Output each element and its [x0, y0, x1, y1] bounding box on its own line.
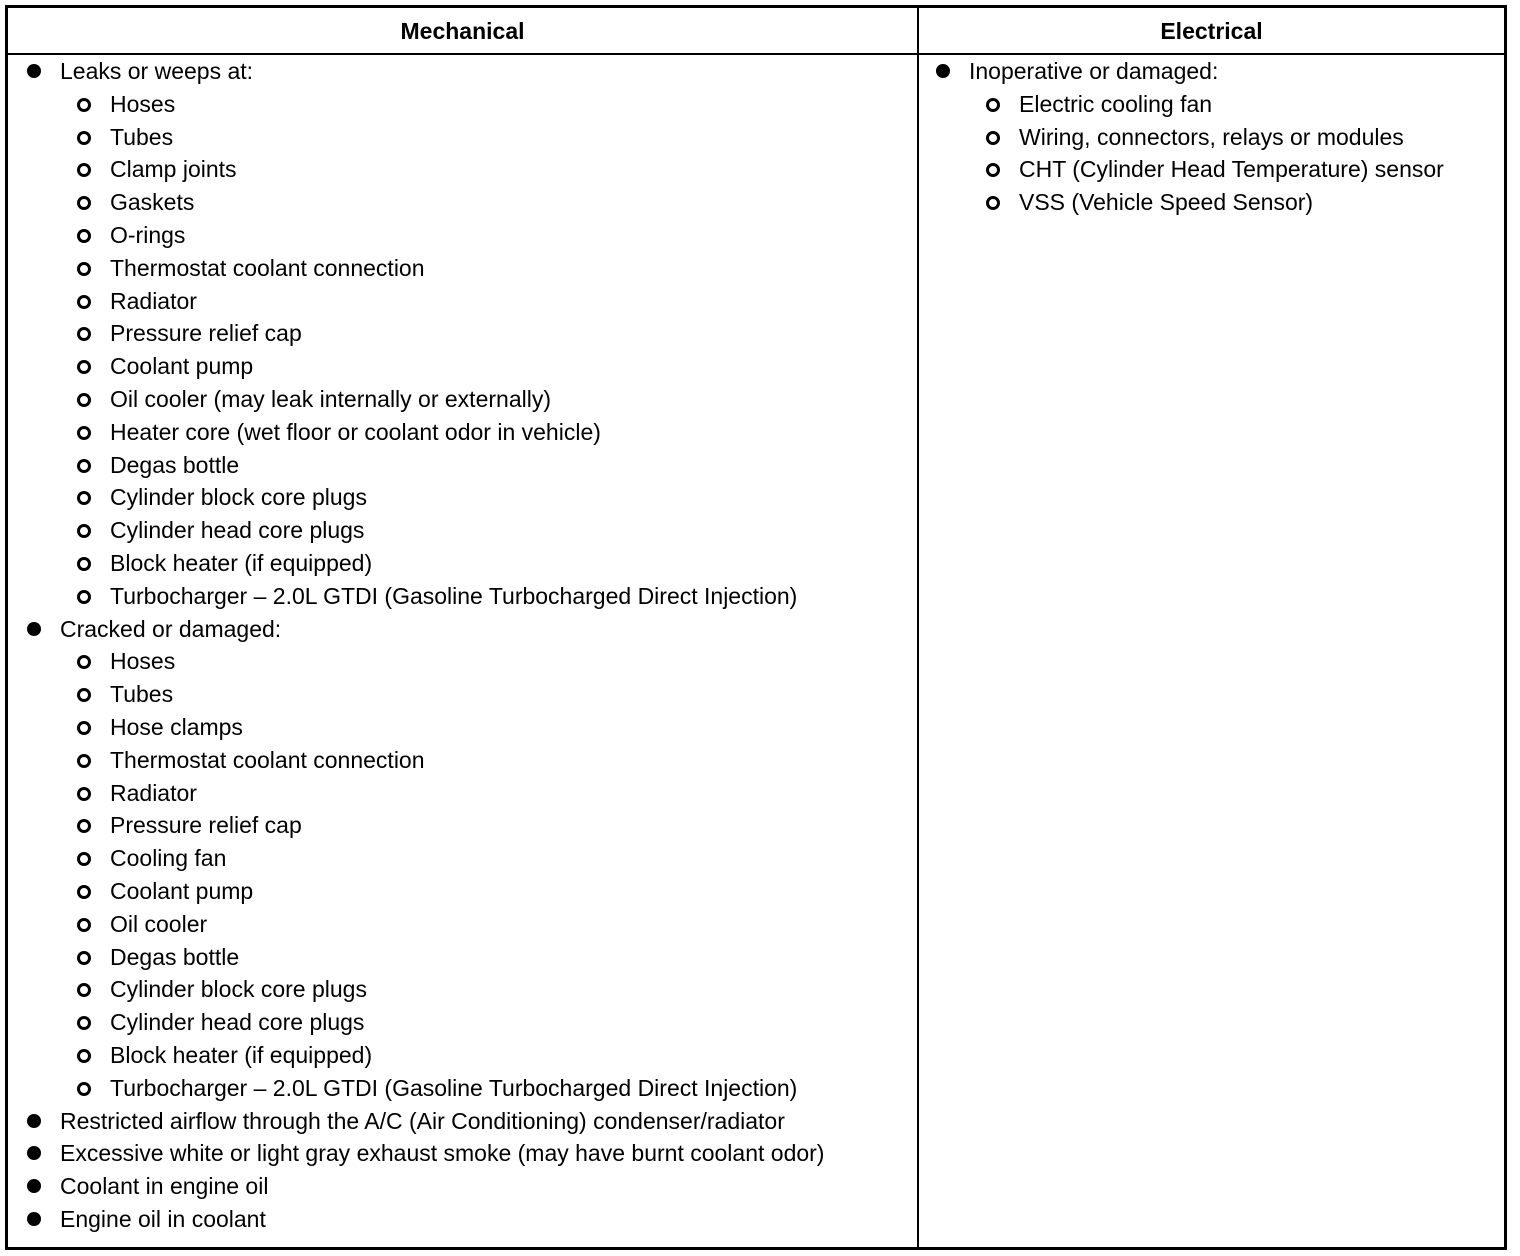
mechanical-list: [25, 55, 824, 1236]
bullet-icon: [936, 64, 950, 78]
sub-list-item-text: Cylinder head core plugs: [110, 517, 365, 544]
hollow-bullet-icon: [77, 951, 91, 965]
sub-list-item: [934, 121, 1444, 154]
hollow-bullet-icon: [77, 196, 91, 210]
hollow-bullet-icon: [77, 393, 91, 407]
list-item-text: Restricted airflow through the A/C (Air Conditioning) condenser/radiator: [60, 1107, 785, 1134]
sub-list-item: [25, 547, 824, 580]
hollow-bullet-icon: [77, 983, 91, 997]
sub-list-item: [25, 350, 824, 383]
hollow-bullet-icon: [77, 360, 91, 374]
hollow-bullet-icon: [77, 688, 91, 702]
sub-list-item-text: Gaskets: [110, 189, 195, 216]
sub-list-item: [25, 317, 824, 350]
sub-list-item: [25, 777, 824, 810]
hollow-bullet-icon: [77, 1049, 91, 1063]
sub-list-item: [25, 645, 824, 678]
hollow-bullet-icon: [986, 163, 1000, 177]
hollow-bullet-icon: [986, 196, 1000, 210]
sub-list-item-text: Electric cooling fan: [1019, 90, 1213, 117]
hollow-bullet-icon: [77, 1016, 91, 1030]
sub-list-item: [25, 481, 824, 514]
sub-list-item: [25, 842, 824, 875]
sub-list-item-text: Block heater (if equipped): [110, 1041, 373, 1068]
sub-list-item-text: Block heater (if equipped): [110, 549, 373, 576]
sub-list-item: [25, 744, 824, 777]
sub-list-item: [25, 186, 824, 219]
list-item-text: Inoperative or damaged:: [969, 58, 1219, 84]
sub-list-item-text: Hose clamps: [110, 713, 243, 740]
hollow-bullet-icon: [77, 459, 91, 473]
sub-list-item-text: Cylinder block core plugs: [110, 976, 367, 1003]
sub-list-item: [25, 809, 824, 842]
sub-list-item: [25, 252, 824, 285]
hollow-bullet-icon: [77, 918, 91, 932]
hollow-bullet-icon: [77, 557, 91, 571]
hollow-bullet-icon: [77, 754, 91, 768]
list-item-text: Cracked or damaged:: [60, 615, 282, 642]
bullet-icon: [27, 1179, 41, 1193]
sub-list-item: [25, 285, 824, 318]
hollow-bullet-icon: [77, 327, 91, 341]
hollow-bullet-icon: [986, 98, 1000, 112]
sub-list-item: [25, 973, 824, 1006]
sub-list-item-text: Cylinder block core plugs: [110, 484, 367, 511]
hollow-bullet-icon: [77, 885, 91, 899]
sub-list-item-text: Coolant pump: [110, 353, 254, 380]
hollow-bullet-icon: [77, 787, 91, 801]
hollow-bullet-icon: [77, 655, 91, 669]
column-divider: [917, 8, 919, 1247]
sub-list-item: [934, 153, 1444, 186]
sub-list-item-text: Degas bottle: [110, 451, 240, 478]
list-item: [25, 55, 824, 88]
hollow-bullet-icon: [77, 295, 91, 309]
list-item-text: Engine oil in coolant: [60, 1205, 266, 1232]
bullet-icon: [27, 1146, 41, 1160]
sub-list-item-text: Pressure relief cap: [110, 320, 302, 347]
sub-list-item-text: Degas bottle: [110, 943, 240, 970]
sub-list-item: [25, 711, 824, 744]
sub-list-item: [25, 383, 824, 416]
sub-list-item: [25, 449, 824, 482]
hollow-bullet-icon: [77, 426, 91, 440]
sub-list-item: [25, 153, 824, 186]
sub-list-item-text: Clamp joints: [110, 156, 237, 183]
hollow-bullet-icon: [77, 491, 91, 505]
bullet-icon: [27, 622, 41, 636]
header-electrical: Electrical: [1160, 18, 1263, 44]
list-item: [25, 1137, 824, 1170]
sub-list-item: [25, 908, 824, 941]
sub-list-item: [25, 88, 824, 121]
hollow-bullet-icon: [77, 262, 91, 276]
hollow-bullet-icon: [77, 852, 91, 866]
sub-list-item-text: Hoses: [110, 90, 176, 117]
sub-list-item-text: Heater core (wet floor or coolant odor in vehicle): [110, 418, 601, 445]
list-item: [25, 1203, 824, 1236]
list-item-text: Excessive white or light gray exhaust smoke (may have burnt coolant odor): [60, 1140, 825, 1167]
sub-list-item-text: O-rings: [110, 221, 186, 248]
list-item: [25, 1105, 824, 1138]
hollow-bullet-icon: [77, 98, 91, 112]
header-mechanical: Mechanical: [400, 18, 525, 44]
sub-list-item-text: Oil cooler (may leak internally or externally): [110, 385, 551, 412]
hollow-bullet-icon: [77, 163, 91, 177]
hollow-bullet-icon: [77, 229, 91, 243]
sub-list-item-text: VSS (Vehicle Speed Sensor): [1019, 189, 1314, 216]
sub-list-item: [934, 186, 1444, 219]
sub-list-item-text: Hoses: [110, 648, 176, 675]
list-item-text: Coolant in engine oil: [60, 1173, 269, 1200]
list-item: [934, 55, 1444, 88]
sub-list-item: [25, 1006, 824, 1039]
sub-list-item: [25, 514, 824, 547]
sub-list-item: [25, 875, 824, 908]
sub-list-item: [25, 941, 824, 974]
sub-list-item-text: Tubes: [110, 123, 174, 150]
sub-list-item-text: Thermostat coolant connection: [110, 254, 425, 281]
sub-list-item-text: Radiator: [110, 779, 197, 806]
sub-list-item: [25, 1072, 824, 1105]
hollow-bullet-icon: [77, 819, 91, 833]
sub-list-item: [25, 121, 824, 154]
sub-list-item-text: Coolant pump: [110, 877, 254, 904]
sub-list-item-text: Cooling fan: [110, 845, 227, 872]
sub-list-item: [25, 580, 824, 613]
sub-list-item-text: CHT (Cylinder Head Temperature) sensor: [1019, 156, 1444, 183]
sub-list-item: [25, 1039, 824, 1072]
sub-list-item-text: Oil cooler: [110, 910, 208, 937]
sub-list-item: [25, 416, 824, 449]
bullet-icon: [27, 64, 41, 78]
sub-list-item-text: Cylinder head core plugs: [110, 1009, 365, 1036]
sub-list-item: [25, 219, 824, 252]
hollow-bullet-icon: [77, 1082, 91, 1096]
hollow-bullet-icon: [986, 131, 1000, 145]
bullet-icon: [27, 1114, 41, 1128]
sub-list-item-text: Tubes: [110, 681, 174, 708]
list-item: [25, 1170, 824, 1203]
hollow-bullet-icon: [77, 524, 91, 538]
sub-list-item: [934, 88, 1444, 121]
sub-list-item-text: Pressure relief cap: [110, 812, 302, 839]
hollow-bullet-icon: [77, 590, 91, 604]
bullet-icon: [27, 1212, 41, 1226]
sub-list-item: [25, 678, 824, 711]
hollow-bullet-icon: [77, 721, 91, 735]
sub-list-item-text: Thermostat coolant connection: [110, 746, 425, 773]
sub-list-item-text: Wiring, connectors, relays or modules: [1019, 123, 1404, 150]
sub-list-item-text: Turbocharger – 2.0L GTDI (Gasoline Turbocharged Direct Injection): [110, 582, 798, 609]
list-item-text: Leaks or weeps at:: [60, 58, 254, 84]
list-item: [25, 613, 824, 646]
sub-list-item-text: Radiator: [110, 287, 197, 314]
electrical-list: [934, 55, 1444, 219]
hollow-bullet-icon: [77, 131, 91, 145]
sub-list-item-text: Turbocharger – 2.0L GTDI (Gasoline Turbocharged Direct Injection): [110, 1074, 798, 1101]
